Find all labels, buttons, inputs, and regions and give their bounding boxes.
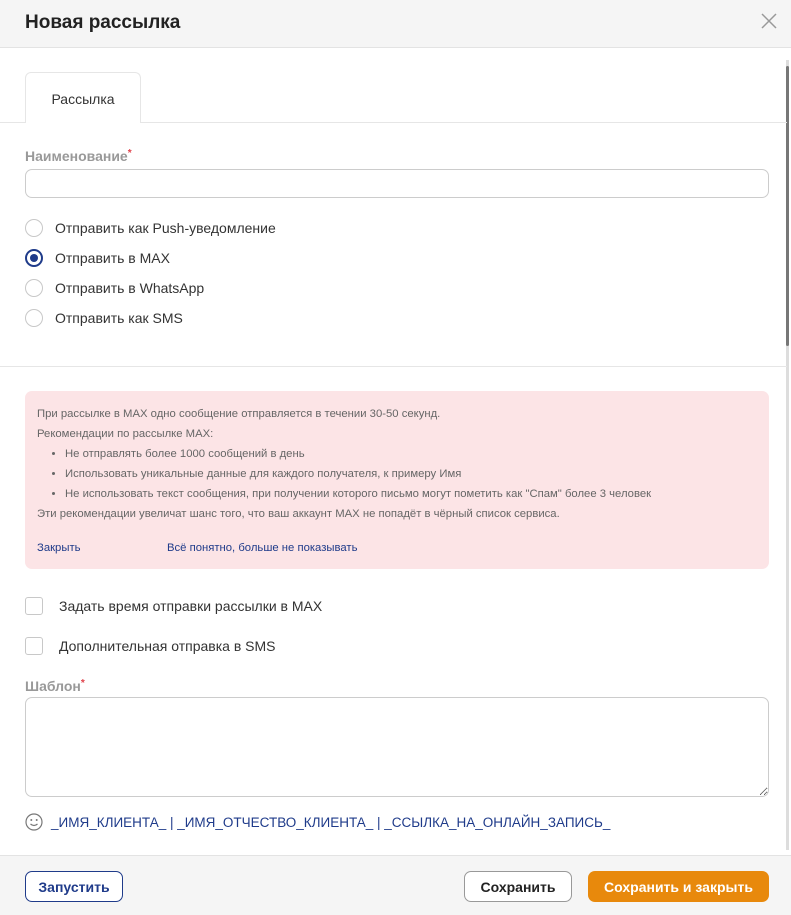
- tab-mailing[interactable]: Рассылка: [25, 72, 141, 123]
- radio-whatsapp[interactable]: Отправить в WhatsApp: [25, 279, 204, 297]
- dismiss-forever-link[interactable]: Всё понятно, больше не показывать: [167, 542, 358, 554]
- modal-title: Новая рассылка: [25, 12, 181, 33]
- save-button[interactable]: Сохранить: [464, 871, 572, 902]
- radio-max[interactable]: Отправить в MAX: [25, 249, 170, 267]
- radio-button[interactable]: [25, 309, 43, 327]
- radio-push[interactable]: Отправить как Push-уведомление: [25, 219, 276, 237]
- max-warning-alert: При рассылке в MAX одно сообщение отправляется в течении 30-50 секунд. Рекомендации по рассылке MAX: • Не отправлять более 1000 сообщений в день • Использовать уникальные данные для каждого получателя, к примеру Имя • Не использовать текст сообщения, при получении которого письмо могут пометить как "Спам" более 3 человек Эти рекомендации увеличат шанс того, что ваш аккаунт MAX не попадёт в чёрный список сервиса. Закрыть Всё понятно, больше не показывать: [25, 391, 769, 569]
- close-icon[interactable]: [758, 10, 780, 32]
- name-label: Наименование*: [25, 148, 132, 164]
- emoji-icon[interactable]: [25, 813, 43, 831]
- checkbox[interactable]: [25, 637, 43, 655]
- template-variables: [25, 813, 610, 831]
- radio-button-selected[interactable]: [25, 249, 43, 267]
- run-button[interactable]: Запустить: [25, 871, 123, 902]
- radio-sms[interactable]: Отправить как SMS: [25, 309, 183, 327]
- template-label: Шаблон*: [25, 678, 85, 694]
- variables-list[interactable]: _ИМЯ_КЛИЕНТА_ | _ИМЯ_ОТЧЕСТВО_КЛИЕНТА_ | _ССЫЛКА_НА_ОНЛАЙН_ЗАПИСЬ_: [51, 814, 611, 830]
- radio-button[interactable]: [25, 279, 43, 297]
- checkbox-schedule[interactable]: Задать время отправки рассылки в MAX: [25, 597, 322, 615]
- recommendations-list: • Не отправлять более 1000 сообщений в день • Использовать уникальные данные для каждого получателя, к примеру Имя • Не использовать текст сообщения, при получении которого письмо могут пометить как "Спам" более 3 человек: [65, 444, 757, 504]
- radio-button[interactable]: [25, 219, 43, 237]
- template-textarea[interactable]: [25, 697, 769, 797]
- checkbox-extra-sms[interactable]: Дополнительная отправка в SMS: [25, 637, 276, 655]
- close-alert-link[interactable]: Закрыть: [37, 542, 81, 554]
- save-and-close-button[interactable]: Сохранить и закрыть: [588, 871, 769, 902]
- section-divider: [0, 366, 787, 367]
- name-input[interactable]: [25, 169, 769, 198]
- scrollbar-thumb[interactable]: [786, 66, 789, 346]
- checkbox[interactable]: [25, 597, 43, 615]
